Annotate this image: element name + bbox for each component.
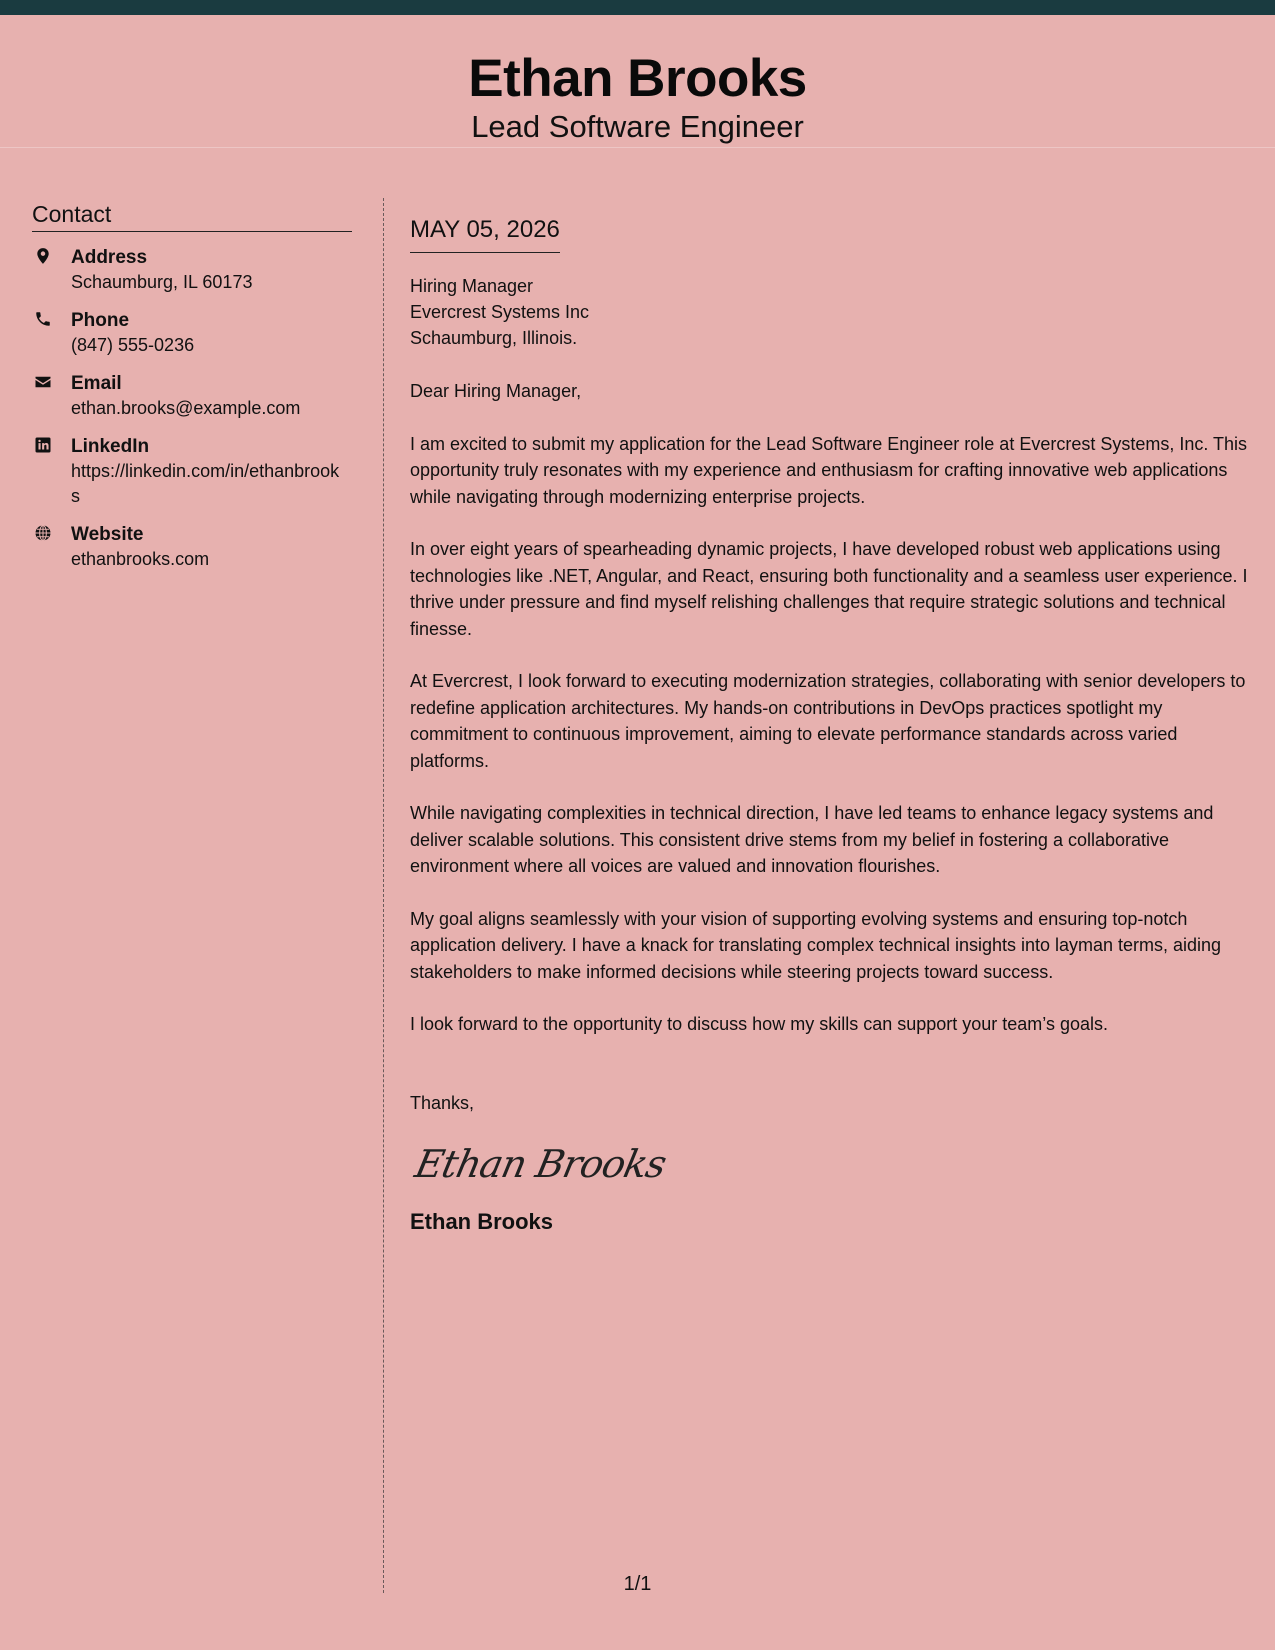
map-pin-icon	[34, 247, 52, 265]
contact-linkedin	[32, 435, 352, 509]
handwritten-signature: Ethan Brooks	[411, 1141, 670, 1186]
address-label: Address	[71, 247, 148, 268]
phone-icon	[34, 310, 52, 328]
recipient-block	[410, 273, 1260, 351]
applicant-job-title: Lead Software Engineer	[471, 109, 804, 144]
closing-line: Thanks,	[410, 1092, 475, 1113]
salutation: Dear Hiring Manager,	[410, 381, 582, 401]
contact-phone	[32, 309, 352, 358]
signer-name: Ethan Brooks	[410, 1208, 554, 1234]
page-number: 1/1	[623, 1573, 652, 1595]
applicant-name: Ethan Brooks	[468, 49, 807, 108]
column-divider	[383, 198, 384, 1593]
letter-paragraph: My goal aligns seamlessly with your vision of supporting evolving systems and ensuring top-notch application delivery. I have a knack for translating complex technical insights into layman terms, aiding stakeholders to make informed decisions while steering projects toward success.	[410, 908, 1222, 982]
email-value[interactable]: ethan.brooks@example.com	[71, 398, 301, 418]
letter-paragraph: While navigating complexities in technical direction, I have led teams to enhance legacy systems and deliver scalable solutions. This consistent drive stems from my belief in fostering a collaborative environment where all voices are valued and innovation flourishes.	[410, 803, 1214, 876]
contact-heading: Contact	[32, 200, 352, 232]
linkedin-value[interactable]: https://linkedin.com/in/ethanbrooks	[71, 461, 340, 506]
letter-date: MAY 05, 2026	[410, 214, 560, 253]
top-accent-bar	[0, 0, 1275, 15]
contact-email	[32, 372, 352, 421]
email-label: Email	[71, 373, 122, 394]
address-value: Schaumburg, IL 60173	[71, 272, 253, 292]
letter-paragraph: I am excited to submit my application for the Lead Software Engineer role at Evercrest Systems, Inc. This opportunity truly resonates with my experience and enthusiasm for crafting innovative web applications while navigating through modernizing enterprise projects.	[410, 433, 1248, 507]
recipient-line: Hiring Manager	[410, 276, 534, 296]
linkedin-icon	[34, 436, 52, 454]
letter-paragraph: I look forward to the opportunity to discuss how my skills can support your team’s goals.	[410, 1014, 1108, 1034]
phone-value: (847) 555-0236	[71, 335, 195, 355]
contact-website	[32, 523, 352, 572]
website-value[interactable]: ethanbrooks.com	[71, 549, 210, 569]
contact-address	[32, 246, 352, 295]
phone-label: Phone	[71, 310, 130, 331]
letter-paragraph: At Evercrest, I look forward to executing modernization strategies, collaborating with senior developers to redefine application architectures. My hands-on contributions in DevOps practices spotlight my commitment to continuous improvement, aiming to elevate performance standards across varied platforms.	[410, 671, 1246, 771]
letter-paragraph: In over eight years of spearheading dynamic projects, I have developed robust web applications using technologies like .NET, Angular, and React, ensuring both functionality and a seamless user experience. I thrive under pressure and find myself relishing challenges that require strategic solutions and technical finesse.	[410, 539, 1248, 639]
website-label: Website	[71, 524, 144, 545]
envelope-icon	[34, 373, 52, 391]
globe-icon	[34, 524, 52, 542]
recipient-line: Evercrest Systems Inc	[410, 302, 590, 322]
resume-header	[0, 15, 1275, 148]
letter-body	[410, 214, 1260, 1236]
contact-sidebar	[32, 200, 352, 572]
recipient-line: Schaumburg, Illinois.	[410, 328, 578, 348]
linkedin-label: LinkedIn	[71, 436, 150, 457]
